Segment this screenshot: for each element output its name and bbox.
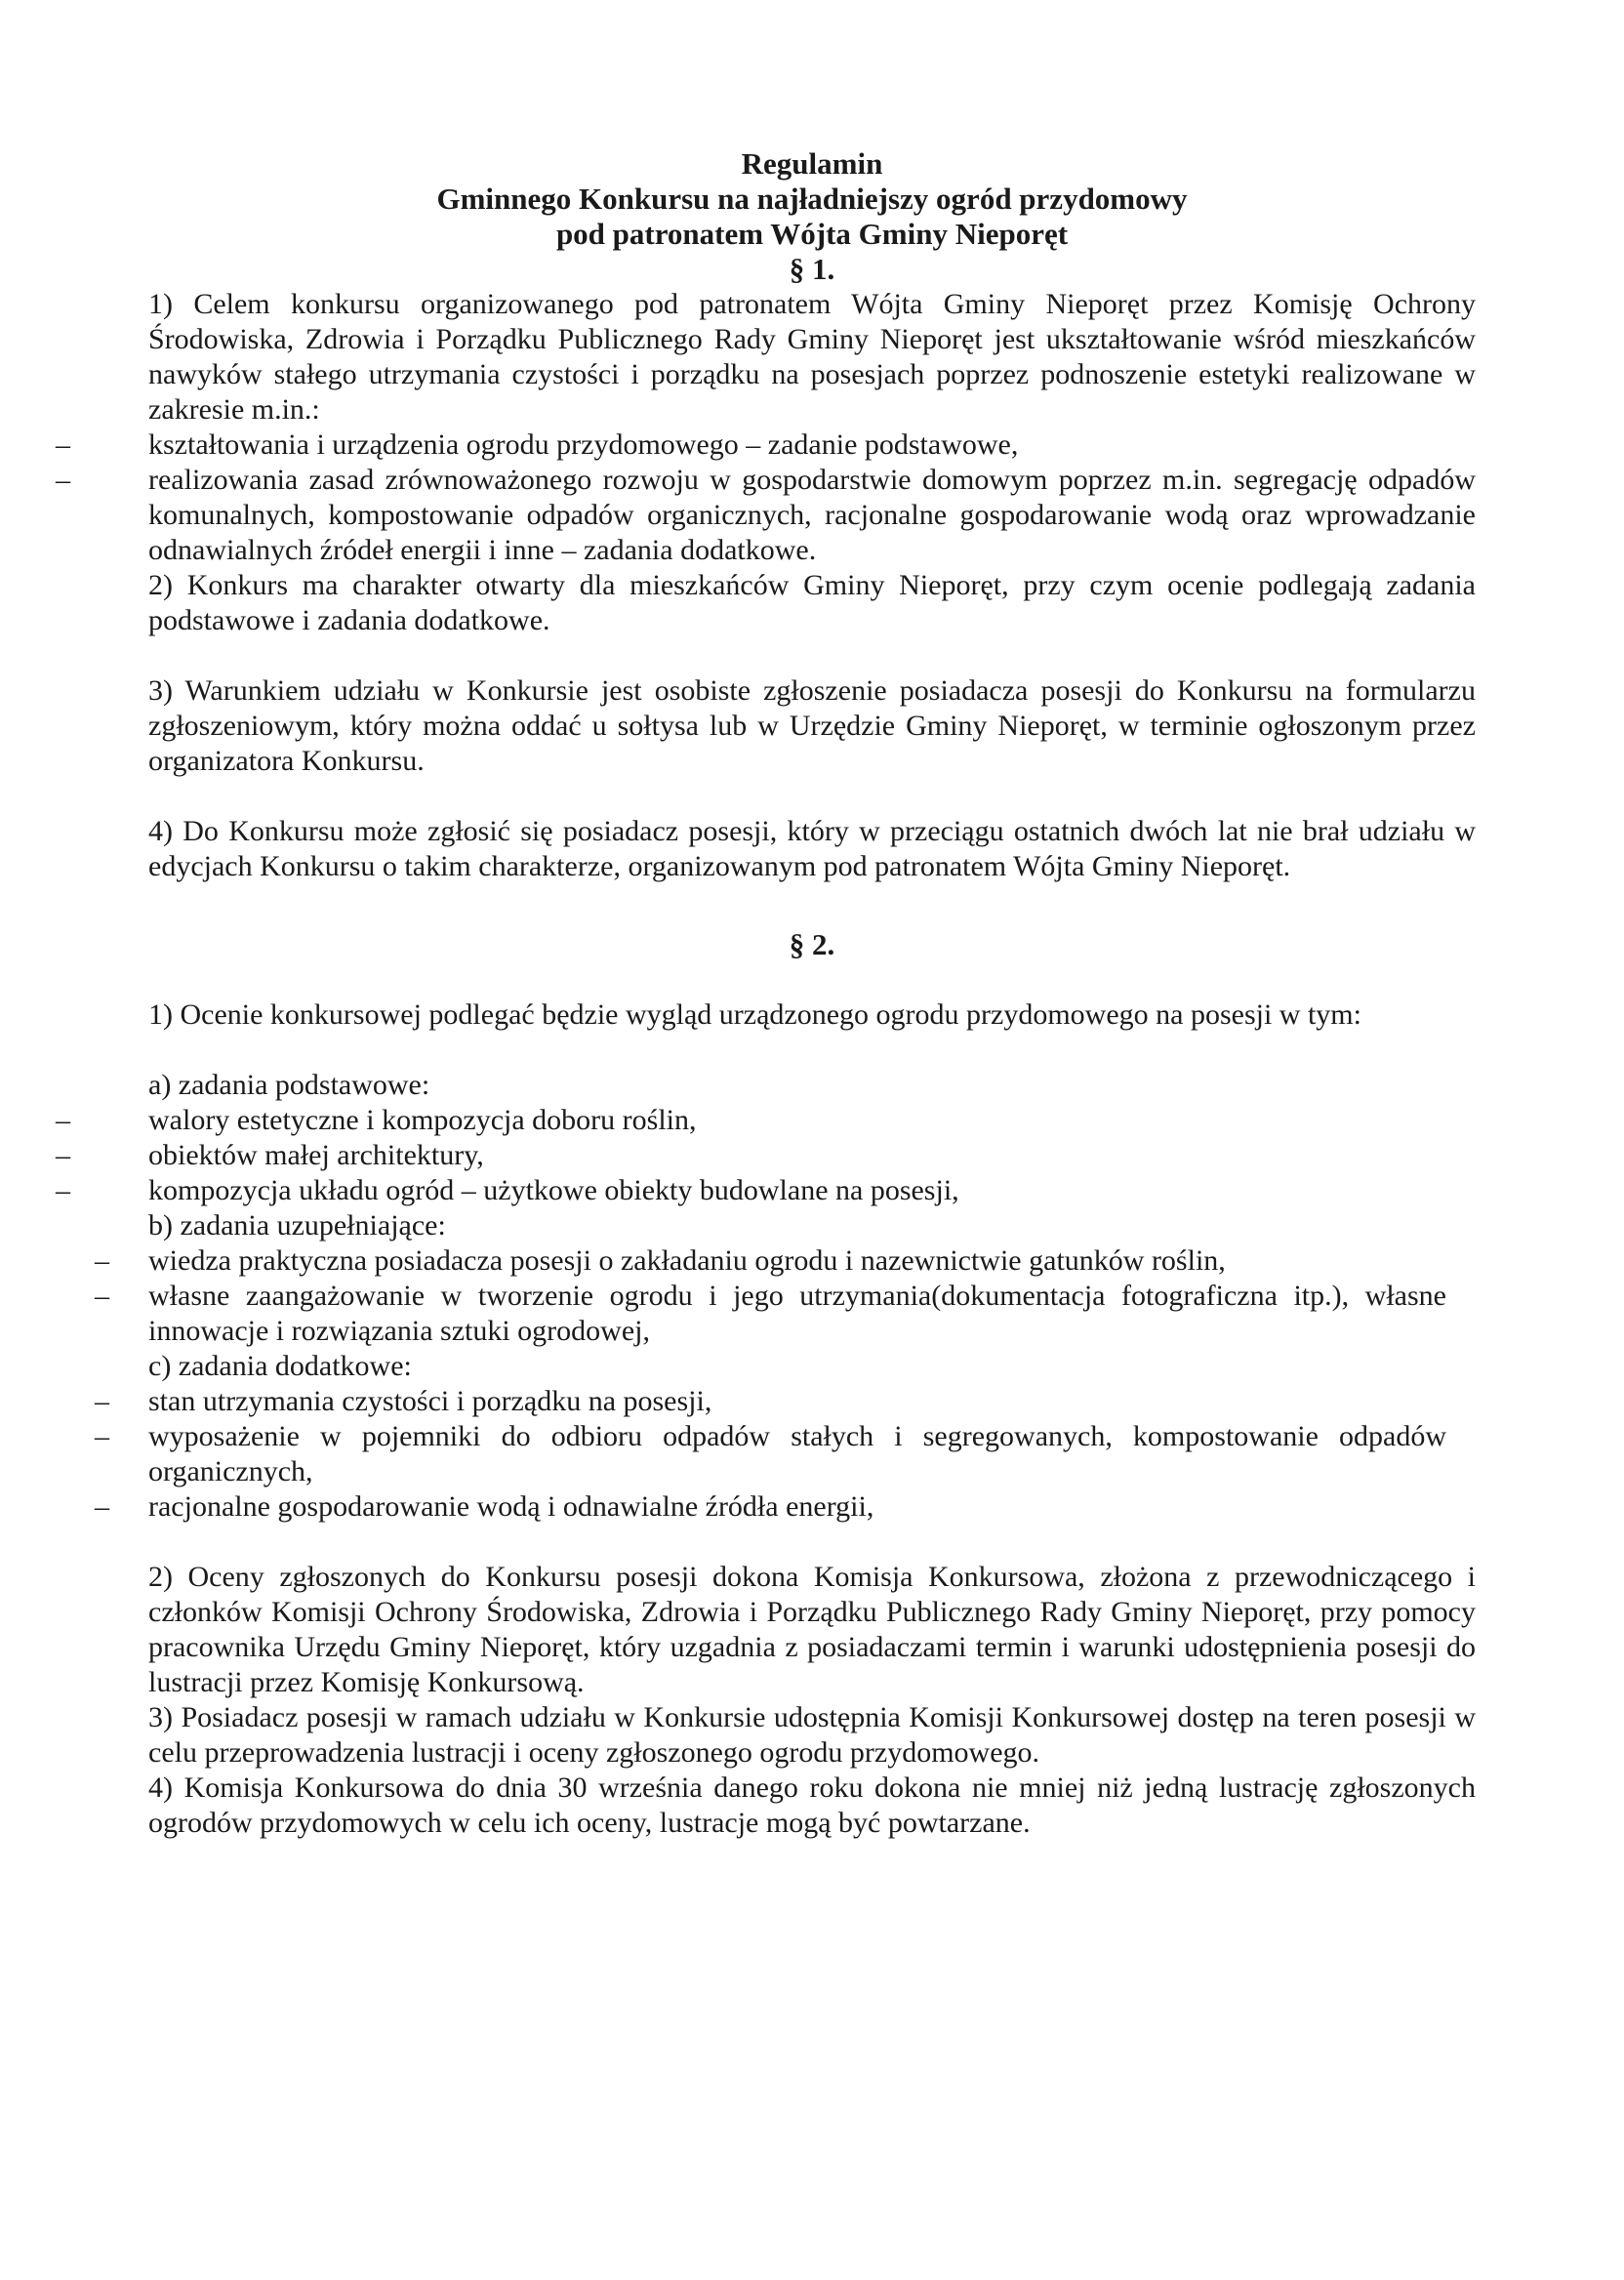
- list-item: – kształtowania i urządzenia ogrodu przydomowego – zadanie podstawowe,: [148, 428, 1476, 463]
- list-item: – własne zaangażowanie w tworzenie ogrodu i jego utrzymania(dokumentacja fotograficzna itp.), własne innowacje i rozwiązania sztuki ogrodowej,: [148, 1279, 1476, 1349]
- list-item: – racjonalne gospodarowanie wodą i odnawialne źródła energii,: [148, 1489, 1476, 1525]
- list-item: – obiektów małej architektury,: [148, 1138, 1476, 1173]
- section-2-b-label: b) zadania uzupełniające:: [148, 1209, 446, 1242]
- section-2-paragraph-4: 4) Komisja Konkursowa do dnia 30 września danego roku dokona nie mniej niż jedną lustrację zgłoszonych ogrodów przydomowych w celu ich oceny, lustracje mogą być powtarzane.: [148, 1771, 1476, 1839]
- section-2-paragraph-1: 1) Ocenie konkursowej podlegać będzie wygląd urządzonego ogrodu przydomowego na posesji w tym:: [148, 998, 1361, 1031]
- section-2-c-list: [148, 1384, 1476, 1525]
- section-1-paragraph-3: 3) Warunkiem udziału w Konkursie jest osobiste zgłoszenie posiadacza posesji do Konkursu na formularzu zgłoszeniowym, który można oddać u sołtysa lub w Urzędzie Gminy Nieporęt, w terminie ogłoszonym przez organizatora Konkursu.: [148, 674, 1476, 777]
- document-title-line-1: Regulamin: [741, 146, 883, 181]
- section-2-paragraph-2: 2) Oceny zgłoszonych do Konkursu posesji dokona Komisja Konkursowa, złożona z przewodniczącego i członków Komisji Ochrony Środowiska, Zdrowia i Porządku Publicznego Rady Gminy Nieporęt, przy pomocy pracownika Urzędu Gminy Nieporęt, który uzgadnia z posiadaczami termin i warunki udostępnienia posesji do lustracji przez Komisję Konkursową.: [148, 1561, 1476, 1698]
- list-item: – wyposażenie w pojemniki do odbioru odpadów stałych i segregowanych, kompostowanie odpadów organicznych,: [148, 1419, 1476, 1489]
- document-title-line-2: Gminnego Konkursu na najładniejszy ogród przydomowy: [436, 182, 1188, 216]
- list-item: – wiedza praktyczna posiadacza posesji o zakładaniu ogrodu i nazewnictwie gatunków roślin,: [148, 1243, 1476, 1279]
- section-2-a-list: [148, 1103, 1476, 1208]
- list-item: – kompozycja układu ogród – użytkowe obiekty budowlane na posesji,: [148, 1173, 1476, 1208]
- section-2-c-label: c) zadania dodatkowe:: [148, 1350, 412, 1382]
- section-1-bullet-list: [148, 428, 1476, 568]
- section-1-paragraph-2: 2) Konkurs ma charakter otwarty dla mieszkańców Gminy Nieporęt, przy czym ocenie podlegają zadania podstawowe i zadania dodatkowe.: [148, 569, 1476, 636]
- document-page: [148, 146, 1476, 1841]
- section-1-heading: § 1.: [789, 252, 835, 286]
- section-1-paragraph-4: 4) Do Konkursu może zgłosić się posiadacz posesji, który w przeciągu ostatnich dwóch lat nie brał udziału w edycjach Konkursu o takim charakterze, organizowanym pod patronatem Wójta Gminy Nieporęt.: [148, 815, 1476, 882]
- section-2-heading: § 2.: [789, 927, 835, 961]
- section-2-b-list: [148, 1243, 1476, 1349]
- section-1-paragraph-1: 1) Celem konkursu organizowanego pod patronatem Wójta Gminy Nieporęt przez Komisję Ochrony Środowiska, Zdrowia i Porządku Publicznego Rady Gminy Nieporęt jest ukształtowanie wśród mieszkańców nawyków stałego utrzymania czystości i porządku na posesjach poprzez podnoszenie estetyki realizowane w zakresie m.in.:: [148, 288, 1476, 426]
- list-item: – realizowania zasad zrównoważonego rozwoju w gospodarstwie domowym poprzez m.in. segregację odpadów komunalnych, kompostowanie odpadów organicznych, racjonalne gospodarowanie wodą oraz wprowadzanie odnawialnych źródeł energii i inne – zadania dodatkowe.: [148, 463, 1476, 568]
- section-2-paragraph-3: 3) Posiadacz posesji w ramach udziału w Konkursie udostępnia Komisji Konkursowej dostęp na teren posesji w celu przeprowadzenia lustracji i oceny zgłoszonego ogrodu przydomowego.: [148, 1701, 1476, 1769]
- document-title-line-3: pod patronatem Wójta Gminy Nieporęt: [555, 217, 1069, 251]
- list-item: – walory estetyczne i kompozycja doboru roślin,: [148, 1103, 1476, 1138]
- section-2-a-label: a) zadania podstawowe:: [148, 1069, 430, 1101]
- list-item: – stan utrzymania czystości i porządku na posesji,: [148, 1384, 1476, 1419]
